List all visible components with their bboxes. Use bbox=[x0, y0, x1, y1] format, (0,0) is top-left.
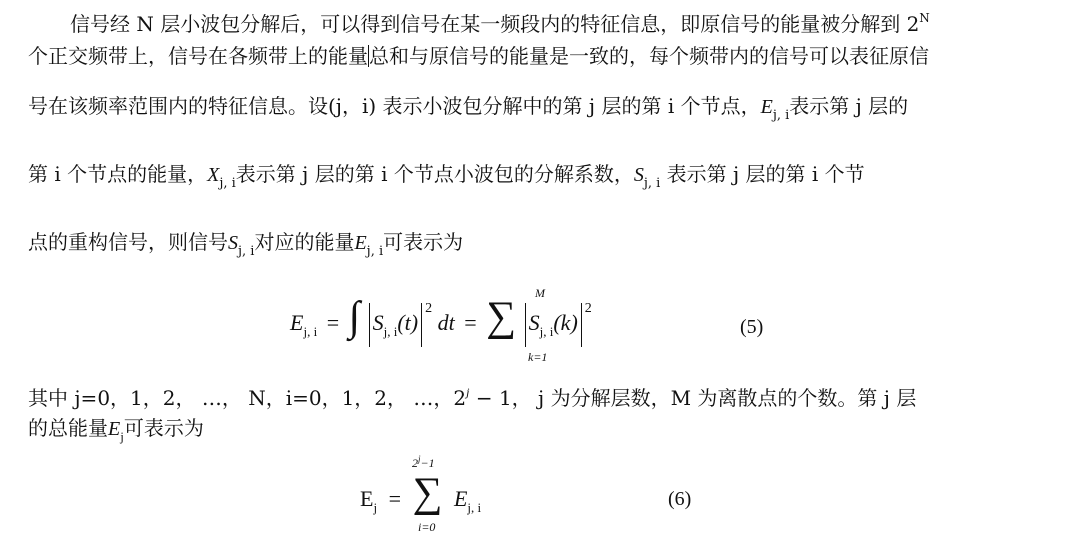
text-segment: 第 i 个节点的能量， bbox=[28, 162, 208, 186]
paragraph1-line3 bbox=[28, 90, 908, 123]
paragraph2-line2 bbox=[28, 412, 204, 445]
text-segment: 个正交频带上，信号在各频带上的能量 bbox=[28, 44, 368, 68]
paragraph1-line5 bbox=[28, 226, 463, 259]
text-segment: 的总能量 bbox=[28, 416, 108, 440]
sum-lower-limit: i=0 bbox=[418, 520, 436, 534]
text-segment: 对应的能量 bbox=[254, 230, 355, 254]
text-segment: 表示第 j 层的第 i 个节点小波包的分解系数， bbox=[235, 162, 634, 186]
eq5-signal-subscript: j, i bbox=[383, 324, 398, 339]
sum-upper-limit: M bbox=[535, 286, 545, 300]
paragraph2-line1 bbox=[28, 382, 916, 411]
eq6-lhs-subscript: j bbox=[373, 500, 378, 515]
equation-6-number: (6) bbox=[668, 488, 692, 510]
superscript-N: N bbox=[919, 11, 930, 25]
eq5-dt: dt bbox=[437, 310, 455, 335]
equation-5-number: (5) bbox=[740, 316, 764, 338]
subscript: j, i bbox=[366, 244, 384, 259]
total-energy-symbol: E bbox=[108, 418, 121, 440]
eq5-equals-2: = bbox=[464, 310, 477, 335]
coefficient-symbol: X bbox=[207, 164, 220, 186]
paragraph1-line1 bbox=[70, 8, 930, 37]
text-segment: 总和与原信号的能量是一致的，每个频带内的信号可以表征原信 bbox=[369, 44, 929, 68]
text-segment: 可表示为 bbox=[383, 230, 464, 254]
eq5-signal-2: S bbox=[528, 310, 540, 335]
text-segment: 表示第 j 层的第 i 个节 bbox=[660, 162, 865, 186]
text-segment: 信号经 N 层小波包分解后，可以得到信号在某一频段内的特征信息，即原信号的能量被分解到 2 bbox=[70, 12, 920, 36]
abs-bar-left-2 bbox=[525, 303, 526, 347]
equation-5 bbox=[290, 296, 592, 347]
subscript: j, i bbox=[772, 108, 790, 123]
text-segment: 表示第 j 层的 bbox=[789, 94, 909, 118]
subscript: j, i bbox=[643, 176, 661, 191]
sum-sign: ∑ bbox=[412, 470, 443, 516]
eq5-signal: S bbox=[372, 310, 384, 335]
text-segment: 其中 j=0，1，2， …， N，i=0，1，2， …，2 bbox=[28, 386, 467, 410]
abs-bar-right-2 bbox=[581, 303, 582, 347]
upper-base: 2 bbox=[412, 456, 418, 470]
superscript-j: j bbox=[466, 385, 470, 399]
eq6-lhs: E bbox=[360, 486, 374, 511]
signal-symbol: S bbox=[228, 232, 238, 254]
text-segment: 点的重构信号，则信号 bbox=[28, 230, 228, 254]
eq6-equals: = bbox=[388, 486, 401, 511]
energy-symbol: E bbox=[760, 96, 773, 118]
eq5-k-arg: (k) bbox=[553, 310, 578, 335]
eq5-t-arg: (t) bbox=[397, 310, 419, 335]
eq5-equals: = bbox=[326, 310, 340, 335]
eq5-lhs-subscript: j, i bbox=[303, 324, 318, 339]
subscript-j: j bbox=[120, 429, 124, 444]
sum-lower-limit: k=1 bbox=[528, 350, 548, 364]
text-segment: 可表示为 bbox=[123, 416, 204, 440]
paragraph1-line4 bbox=[28, 158, 865, 191]
subscript: j, i bbox=[238, 244, 255, 259]
subscript: j, i bbox=[219, 176, 236, 191]
upper-rest: −1 bbox=[420, 456, 435, 470]
eq5-power: 2 bbox=[425, 301, 433, 316]
eq6-energy: E bbox=[453, 486, 468, 511]
energy-symbol: E bbox=[354, 232, 367, 254]
upper-sup: j bbox=[418, 454, 421, 464]
eq5-signal-2-subscript: j, i bbox=[539, 324, 554, 339]
abs-bar-right bbox=[421, 303, 422, 347]
abs-bar-left bbox=[369, 303, 370, 347]
text-segment: 号在该频率范围内的特征信息。设(j，i) 表示小波包分解中的第 j 层的第 i 个节点， bbox=[28, 94, 761, 118]
eq5-power-2: 2 bbox=[584, 301, 592, 316]
eq6-energy-subscript: j, i bbox=[467, 500, 482, 515]
sum-sign: ∑ bbox=[486, 294, 517, 340]
eq5-lhs: E bbox=[290, 310, 304, 335]
signal-symbol: S bbox=[633, 164, 644, 186]
text-segment: − 1， j 为分解层数，M 为离散点的个数。第 j 层 bbox=[469, 386, 917, 410]
sum-upper-limit bbox=[412, 454, 435, 471]
integral-sign: ∫ bbox=[348, 294, 361, 340]
paragraph1-line2 bbox=[28, 40, 929, 69]
equation-6 bbox=[360, 472, 481, 516]
